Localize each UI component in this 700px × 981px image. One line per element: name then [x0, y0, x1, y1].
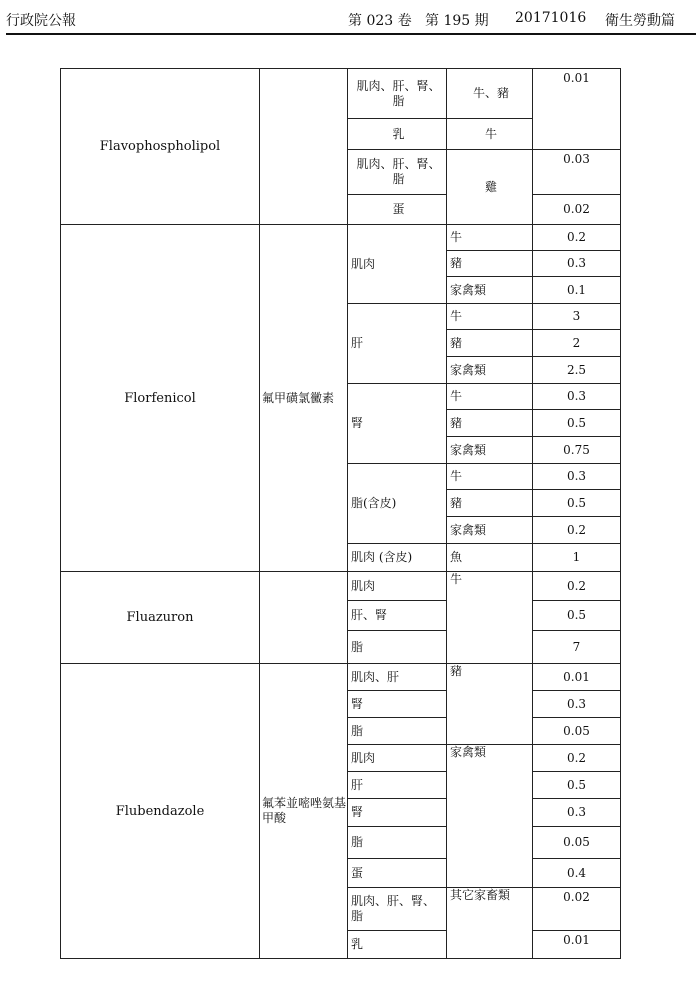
species-cell: 牛	[447, 119, 533, 150]
species-cell: 家禽類	[447, 437, 533, 464]
limit-value-cell: 0.5	[533, 490, 621, 517]
species-cell: 家禽類	[447, 517, 533, 544]
limit-value-cell: 0.2	[533, 745, 621, 772]
species-cell: 牛	[447, 464, 533, 490]
limit-value-cell: 0.3	[533, 799, 621, 827]
drug-name: Flubendazole	[61, 664, 260, 959]
tissue-cell: 腎	[348, 691, 447, 718]
drug-chinese-name	[260, 69, 348, 225]
limit-value-cell: 2	[533, 330, 621, 357]
limit-value-cell: 0.3	[533, 384, 621, 410]
tissue-cell: 肌肉、肝、腎、脂	[348, 150, 447, 195]
species-cell: 牛	[447, 304, 533, 330]
species-cell: 豬	[447, 664, 533, 745]
limit-value-cell: 0.05	[533, 827, 621, 859]
volume-number: 第 023 卷	[348, 13, 412, 29]
species-cell: 家禽類	[447, 357, 533, 384]
page-header	[0, 0, 700, 34]
tissue-cell: 乳	[348, 931, 447, 959]
drug-chinese-name	[260, 572, 348, 664]
table-row	[61, 572, 621, 601]
limit-value-cell: 0.1	[533, 277, 621, 304]
issue-date: 20171016	[515, 10, 587, 26]
table-row	[61, 664, 621, 691]
tissue-cell: 蛋	[348, 859, 447, 888]
species-cell: 豬	[447, 490, 533, 517]
limit-value-cell: 0.5	[533, 772, 621, 799]
species-cell: 雞	[447, 150, 533, 225]
drug-chinese-name: 氟甲磺氯黴素	[260, 225, 348, 572]
limit-value-cell: 0.01	[533, 931, 621, 959]
section-name: 衛生勞動篇	[605, 13, 675, 29]
drug-name: Fluazuron	[61, 572, 260, 664]
table-row	[61, 225, 621, 251]
tissue-cell: 肝	[348, 304, 447, 384]
header-rule	[6, 33, 696, 35]
limit-value-cell: 0.5	[533, 410, 621, 437]
tissue-cell: 肌肉	[348, 572, 447, 601]
species-cell: 其它家畜類	[447, 888, 533, 959]
limit-value-cell: 1	[533, 544, 621, 572]
tissue-cell: 肌肉	[348, 745, 447, 772]
limit-value-cell: 0.2	[533, 517, 621, 544]
limit-value-cell: 0.3	[533, 251, 621, 277]
species-cell: 牛、豬	[447, 69, 533, 119]
limit-value-cell: 0.2	[533, 225, 621, 251]
limit-value-cell: 0.3	[533, 464, 621, 490]
tissue-cell: 肌肉	[348, 225, 447, 304]
drug-name: Flavophospholipol	[61, 69, 260, 225]
species-cell: 牛	[447, 384, 533, 410]
drug-chinese-name: 氟苯並嘧唑氨基甲酸	[260, 664, 348, 959]
limit-value-cell: 0.01	[533, 69, 621, 150]
species-cell: 豬	[447, 251, 533, 277]
limit-value-cell: 0.05	[533, 718, 621, 745]
tissue-cell: 乳	[348, 119, 447, 150]
limit-value-cell: 3	[533, 304, 621, 330]
limit-value-cell: 7	[533, 631, 621, 664]
tissue-cell: 脂	[348, 631, 447, 664]
limit-value-cell: 0.5	[533, 601, 621, 631]
species-cell: 豬	[447, 410, 533, 437]
species-cell: 牛	[447, 572, 533, 664]
gazette-title: 行政院公報	[6, 13, 76, 29]
limit-value-cell: 0.2	[533, 572, 621, 601]
tissue-cell: 肝、腎	[348, 601, 447, 631]
tissue-cell: 脂	[348, 827, 447, 859]
limit-value-cell: 0.4	[533, 859, 621, 888]
tissue-cell: 肝	[348, 772, 447, 799]
tissue-cell: 腎	[348, 799, 447, 827]
tissue-cell: 肌肉、肝、腎、脂	[348, 69, 447, 119]
species-cell: 魚	[447, 544, 533, 572]
table-row	[61, 69, 621, 119]
limit-value-cell: 0.01	[533, 664, 621, 691]
limit-value-cell: 0.3	[533, 691, 621, 718]
limit-value-cell: 2.5	[533, 357, 621, 384]
limit-value-cell: 0.02	[533, 195, 621, 225]
issue-number: 第 195 期	[425, 13, 489, 29]
tissue-cell: 脂(含皮)	[348, 464, 447, 544]
limit-value-cell: 0.03	[533, 150, 621, 195]
limit-value-cell: 0.75	[533, 437, 621, 464]
tissue-cell: 脂	[348, 718, 447, 745]
tissue-cell: 肌肉、肝、腎、脂	[348, 888, 447, 931]
residue-limit-table	[60, 68, 621, 959]
species-cell: 家禽類	[447, 745, 533, 888]
limit-value-cell: 0.02	[533, 888, 621, 931]
species-cell: 豬	[447, 330, 533, 357]
tissue-cell: 肌肉、肝	[348, 664, 447, 691]
tissue-cell: 肌肉 (含皮)	[348, 544, 447, 572]
species-cell: 家禽類	[447, 277, 533, 304]
drug-name: Florfenicol	[61, 225, 260, 572]
tissue-cell: 腎	[348, 384, 447, 464]
species-cell: 牛	[447, 225, 533, 251]
tissue-cell: 蛋	[348, 195, 447, 225]
